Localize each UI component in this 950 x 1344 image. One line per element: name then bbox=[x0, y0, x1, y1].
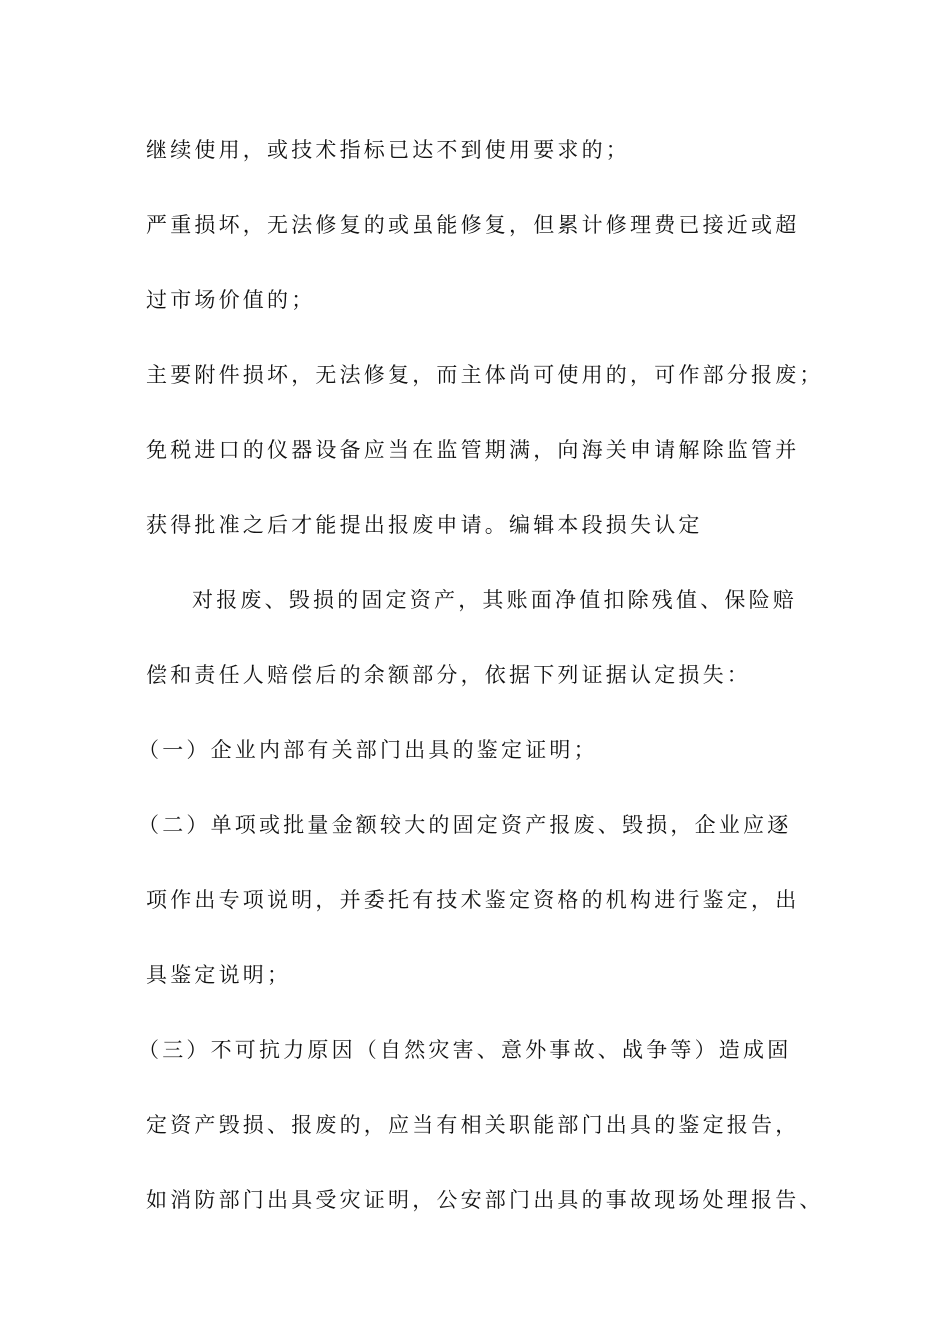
text-line-11: 项作出专项说明，并委托有技术鉴定资格的机构进行鉴定，出 bbox=[146, 888, 800, 912]
text-line-4: 主要附件损坏，无法修复，而主体尚可使用的，可作部分报废； bbox=[146, 363, 824, 387]
text-line-8: 偿和责任人赔偿后的余额部分，依据下列证据认定损失： bbox=[146, 663, 751, 687]
text-line-3: 过市场价值的； bbox=[146, 288, 316, 312]
list-item-1: （一）企业内部有关部门出具的鉴定证明； bbox=[138, 738, 598, 762]
text-line-14: 定资产毁损、报废的，应当有相关职能部门出具的鉴定报告， bbox=[146, 1113, 800, 1137]
list-item-3: （三）不可抗力原因（自然灾害、意外事故、战争等）造成固 bbox=[138, 1038, 792, 1062]
paragraph-loss-recognition-start: 对报废、毁损的固定资产，其账面净值扣除残值、保险赔 bbox=[192, 588, 797, 612]
list-item-2: （二）单项或批量金额较大的固定资产报废、毁损，企业应逐 bbox=[138, 813, 792, 837]
text-line-6: 获得批准之后才能提出报废申请。编辑本段损失认定 bbox=[146, 513, 703, 537]
text-line-15: 如消防部门出具受灾证明，公安部门出具的事故现场处理报告、 bbox=[146, 1188, 824, 1212]
text-line-2: 严重损坏，无法修复的或虽能修复，但累计修理费已接近或超 bbox=[146, 213, 800, 237]
text-line-12: 具鉴定说明； bbox=[146, 963, 292, 987]
text-line-5: 免税进口的仪器设备应当在监管期满，向海关申请解除监管并 bbox=[146, 438, 800, 462]
text-line-1: 继续使用，或技术指标已达不到使用要求的； bbox=[146, 138, 630, 162]
